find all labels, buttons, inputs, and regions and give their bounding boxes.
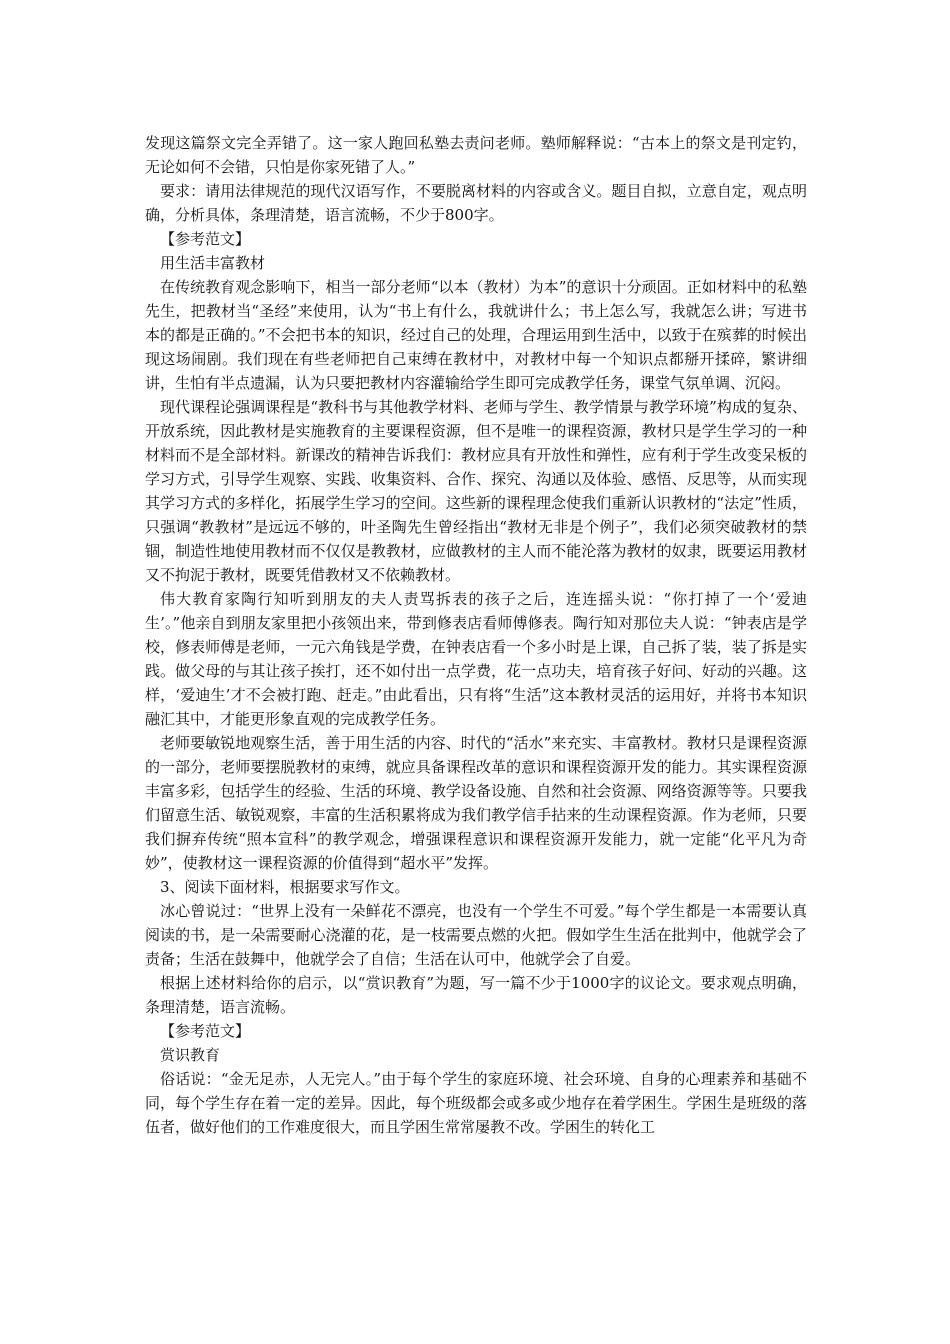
paragraph-5: 在传统教育观念影响下，相当一部分老师“以本（教材）为本”的意识十分顽固。正如材料中的私塾先生，把教材当“圣经”来使用，认为“书上有什么，我就讲什么；书上怎么写，我就怎么讲；写进书本的都是正确的。”不会把书本的知识，经过自己的处理，合理运用到生活中，以致于在殡葬的时候出现这场闹剧。我们现在有些老师把自己束缚在教材中，对教材中每一个知识点都掰开揉碎，繁讲细讲，生怕有半点遗漏，认为只要把教材内容灌输给学生即可完成教学任务，课堂气氛单调、沉闷。 bbox=[145, 278, 807, 392]
paragraph-11: 根据上述材料给你的启示，以“赏识教育”为题，写一篇不少于1000字的议论文。要求观点明确，条理清楚，语言流畅。 bbox=[145, 974, 807, 1016]
paragraph-7: 伟大教育家陶行知听到朋友的夫人责骂拆表的孩子之后，连连摇头说：“你打掉了一个‘爱迪生’。”他亲自到朋友家里把小孩领出来，带到修表店看师傅修表。陶行知对那位夫人说：“钟表店是学校，修表师傅是老师，一元六角钱是学费，在钟表店看一个多小时是上课，自己拆了装，装了拆是实践。做父母的与其让孩子挨打，还不如付出一点学费，花一点功夫，培育孩子好问、好动的兴趣。这样，‘爱迪生’才不会被打跑、赶走。”由此看出，只有将“生活”这本教材灵活的运用好，并将书本知识融汇其中，才能更形象直观的完成教学任务。 bbox=[145, 590, 807, 728]
paragraph-6: 现代课程论强调课程是“教科书与其他教学材料、老师与学生、教学情景与教学环境”构成的复杂、开放系统，因此教材是实施教育的主要课程资源，但不是唯一的课程资源，教材只是学生学习的一种材料而不是全部材料。新课改的精神告诉我们：教材应具有开放性和弹性，应有利于学生改变呆板的学习方式，引导学生观察、实践、收集资料、合作、探究、沟通以及体验、感悟、反思等，从而实现其学习方式的多样化，拓展学生学习的空间。这些新的课程理念使我们重新认识教材的“法定”性质，只强调“教教材”是远远不够的，叶圣陶先生曾经指出“教材无非是个例子”，我们必须突破教材的禁锢，制造性地使用教材而不仅仅是教教材，应做教材的主人而不能沦落为教材的奴隶，既要运用教材又不拘泥于教材，既要凭借教材又不依赖教材。 bbox=[145, 398, 807, 584]
paragraph-1: 发现这篇祭文完全弄错了。这一家人跑回私塾去责问老师。塾师解释说：“古本上的祭文是刊定钓，无论如何不会错，只怕是你家死错了人。” bbox=[145, 134, 807, 176]
paragraph-4: 用生活丰富教材 bbox=[160, 254, 266, 272]
paragraph-8: 老师要敏锐地观察生活，善于用生活的内容、时代的“活水”来充实、丰富教材。教材只是课程资源的一部分，老师要摆脱教材的束缚，就应具备课程改革的意识和课程资源开发的能力。其实课程资源丰富多彩，包括学生的经验、生活的环境、教学设备设施、自然和社会资源、网络资源等等。只要我们留意生活、敏锐观察，丰富的生活积累将成为我们教学信手拈来的生动课程资源。作为老师，只要我们摒弃传统“照本宣科”的教学观念，增强课程意识和课程资源开发能力，就一定能“化平凡为奇妙”，使教材这一课程资源的价值得到“超水平”发挥。 bbox=[145, 734, 807, 872]
paragraph-10: 冰心曾说过：“世界上没有一朵鲜花不漂亮，也没有一个学生不可爱。”每个学生都是一本需要认真阅读的书，是一朵需要耐心浇灌的花，是一枝需要点燃的火把。假如学生生活在批判中，他就学会了责备；生活在鼓舞中，他就学会了自信；生活在认可中，他就学会了自爱。 bbox=[145, 902, 807, 968]
paragraph-14: 俗话说：“金无足赤，人无完人。”由于每个学生的家庭环境、社会环境、自身的心理素养和基础不同，每个学生存在着一定的差异。因此，每个班级都会或多或少地存在着学困生。学困生是班级的落伍者，做好他们的工作难度很大，而且学困生常常屡教不改。学困生的转化工 bbox=[145, 1070, 807, 1136]
paragraph-13: 赏识教育 bbox=[160, 1046, 221, 1064]
document-page bbox=[145, 131, 807, 1139]
paragraph-9: 3、阅读下面材料，根据要求写作文。 bbox=[160, 878, 410, 896]
paragraph-3: 【参考范文】 bbox=[160, 230, 251, 248]
paragraph-2: 要求：请用法律规范的现代汉语写作，不要脱离材料的内容或含义。题目自拟，立意自定，观点明确，分析具体，条理清楚，语言流畅，不少于800字。 bbox=[145, 182, 807, 224]
paragraph-12: 【参考范文】 bbox=[160, 1022, 251, 1040]
